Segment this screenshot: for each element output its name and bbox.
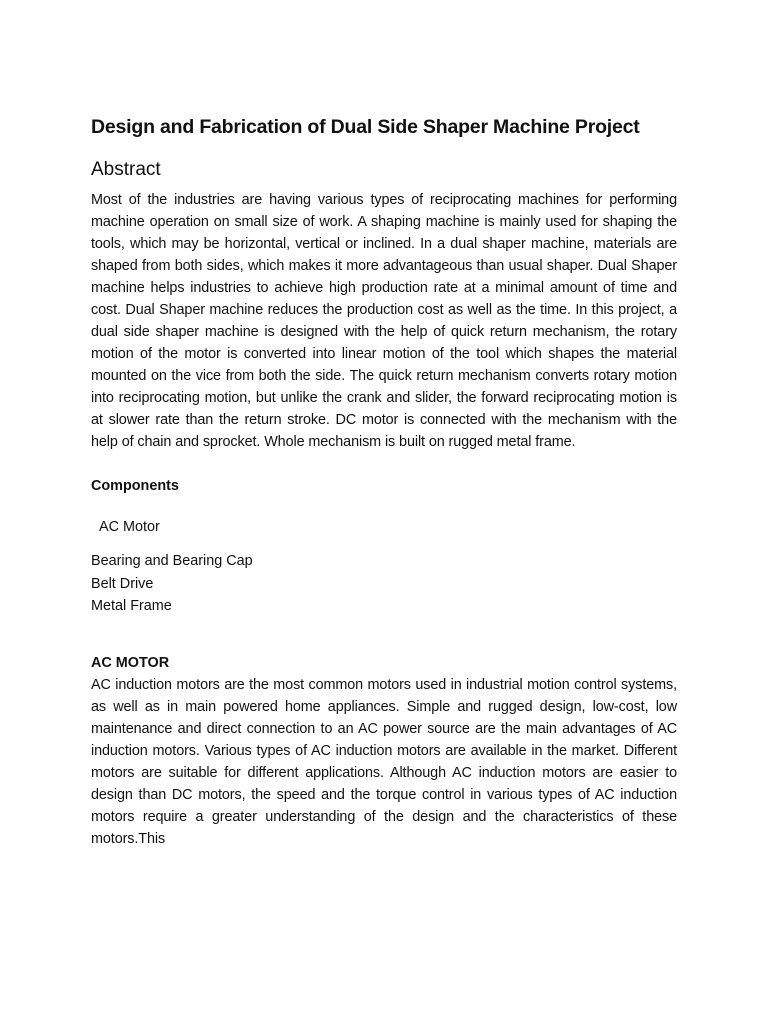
abstract-heading: Abstract: [91, 159, 161, 181]
abstract-paragraph: Most of the industries are having various types of reciprocating machines for performing machine operation on small size of work. A shaping machine is mainly used for shaping the tools, which may be horizontal, vertical or inclined. In a dual shaper machine, materials are shaped from both sides, which makes it more advantageous than usual shaper. Dual Shaper machine helps industries to achieve high production rate at a minimal amount of time and cost. Dual Shaper machine reduces the production cost as well as the time. In this project, a dual side shaper machine is designed with the help of quick return mechanism, the rotary motion of the motor is converted into linear motion of the tool which shapes the material mounted on the vice from both the side. The quick return mechanism converts rotary motion into reciprocating motion, but unlike the crank and slider, the forward reciprocating motion is at slower rate than the return stroke. DC motor is connected with the mechanism with the help of chain and sprocket. Whole mechanism is built on rugged metal frame.: [91, 192, 677, 451]
component-item-ac-motor: AC Motor: [99, 519, 160, 536]
component-item-bearing: Bearing and Bearing Cap: [91, 553, 253, 570]
components-list: [91, 516, 677, 618]
component-item-belt-drive: Belt Drive: [91, 575, 154, 592]
ac-motor-heading: AC MOTOR: [91, 654, 170, 671]
document-title: Design and Fabrication of Dual Side Shaper Machine Project: [91, 116, 640, 138]
ac-motor-paragraph: AC induction motors are the most common motors used in industrial motion control systems, as well as in main powered home appliances. Simple and rugged design, low-cost, low maintenance and direct connection to an AC power source are the main advantages of AC induction motors. Various types of AC induction motors are available in the market. Different motors are suitable for different applications. Although AC induction motors are easier to design than DC motors, the speed and the torque control in various types of AC induction motors require a greater understanding of the design and the characteristics of these motors.This: [91, 676, 677, 847]
components-heading: Components: [91, 478, 179, 495]
component-item-metal-frame: Metal Frame: [91, 598, 172, 615]
document-content: [91, 110, 677, 850]
